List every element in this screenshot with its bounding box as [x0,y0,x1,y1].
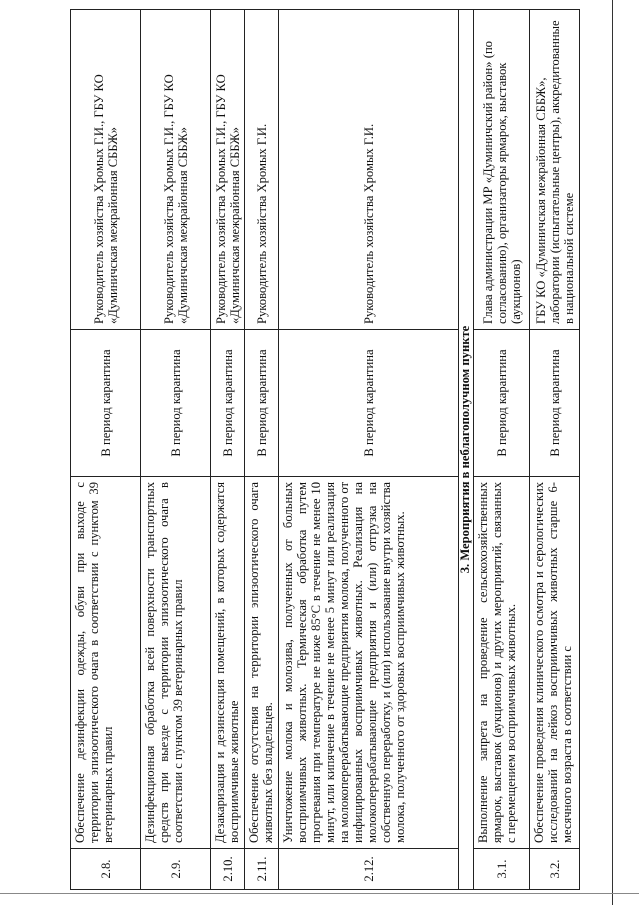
table-row [141,10,211,890]
table-row [245,10,279,890]
period-text: В период карантина [71,330,141,477]
responsible-text: Руководитель хозяйства Хромых Г.И., ГБУ КО «Думиничская межрайонная СББЖ» [211,10,245,330]
measure-text: Дезакаризация и дезинсекция помещений, в которых содержатся восприимчивые животные [211,477,245,849]
measure-text: Дезинфекционная обработка всей поверхности транспортных средств при выезде с территории эпизоотического очага в соответствии с пунктом 39 ветеринарных правил [141,477,211,849]
responsible-text: Глава администрации МР «Думиничский район» (по согласованию), организаторы ярмарок, выставок (аукционов) [474,10,530,330]
row-number: 2.8. [71,849,141,890]
section-title: 3. Мероприятия в неблагополучном пункте [459,10,474,890]
row-number: 2.10. [211,849,245,890]
row-number: 2.9. [141,849,211,890]
row-number: 2.12. [279,849,459,890]
quarantine-measures-table [70,9,580,890]
period-text: В период карантина [279,330,459,477]
table-row [279,10,459,890]
table-row [474,10,530,890]
measure-text: Выполнение запрета на проведение сельскохозяйственных ярмарок, выставок (аукционов) и других мероприятий, связанных с перемещением восприимчивых животных. [474,477,530,849]
row-number: 3.2. [530,849,580,890]
period-text: В период карантина [530,330,580,477]
period-text: В период карантина [211,330,245,477]
section-header-row [459,10,474,890]
responsible-text: Руководитель хозяйства Хромых Г.И. [245,10,279,330]
period-text: В период карантина [474,330,530,477]
responsible-text: Руководитель хозяйства Хромых Г.И., ГБУ КО «Думиничская межрайонная СББЖ» [141,10,211,330]
measure-text: Обеспечение проведения клинического осмотра и серологических исследований на лейкоз восприимчивых животных старше 6-месячного возраста в соответствии с [530,477,580,849]
responsible-text: Руководитель хозяйства Хромых Г.И., ГБУ КО «Думиничская межрайонная СББЖ» [71,10,141,330]
row-number: 2.11. [245,849,279,890]
table-row [211,10,245,890]
period-text: В период карантина [141,330,211,477]
measure-text: Уничтожение молока и молозива, полученных от больных восприимчивых животных. Термическая обработка путем прогревания при температуре не ниже 85°С в течение не менее 10 минут, или кипячение в течение не менее 5 минут или реализация на молокоперерабатывающие предприятия молока, полученного от инфицированных восприимчивых животных. Реализация на молокоперерабатывающие предприятия и (или) отгрузка на собственную переработку, и (или) использование внутри хозяйства молока, полученного от здоровых восприимчивых животных. [279,477,459,849]
table-row [530,10,580,890]
measure-text: Обеспечение дезинфекции одежды, обуви при выходе с территории эпизоотического очага в соответствии с пунктом 39 ветеринарных правил [71,477,141,849]
row-number: 3.1. [474,849,530,890]
responsible-text: ГБУ КО «Думиничская межрайонная СББЖ», лаборатории (испытательные центры), аккредитованные в национальной системе [530,10,580,330]
table-row [71,10,141,890]
responsible-text: Руководитель хозяйства Хромых Г.И. [279,10,459,330]
period-text: В период карантина [245,330,279,477]
measure-text: Обеспечение отсутствия на территории эпизоотического очага животных без владельцев. [245,477,279,849]
